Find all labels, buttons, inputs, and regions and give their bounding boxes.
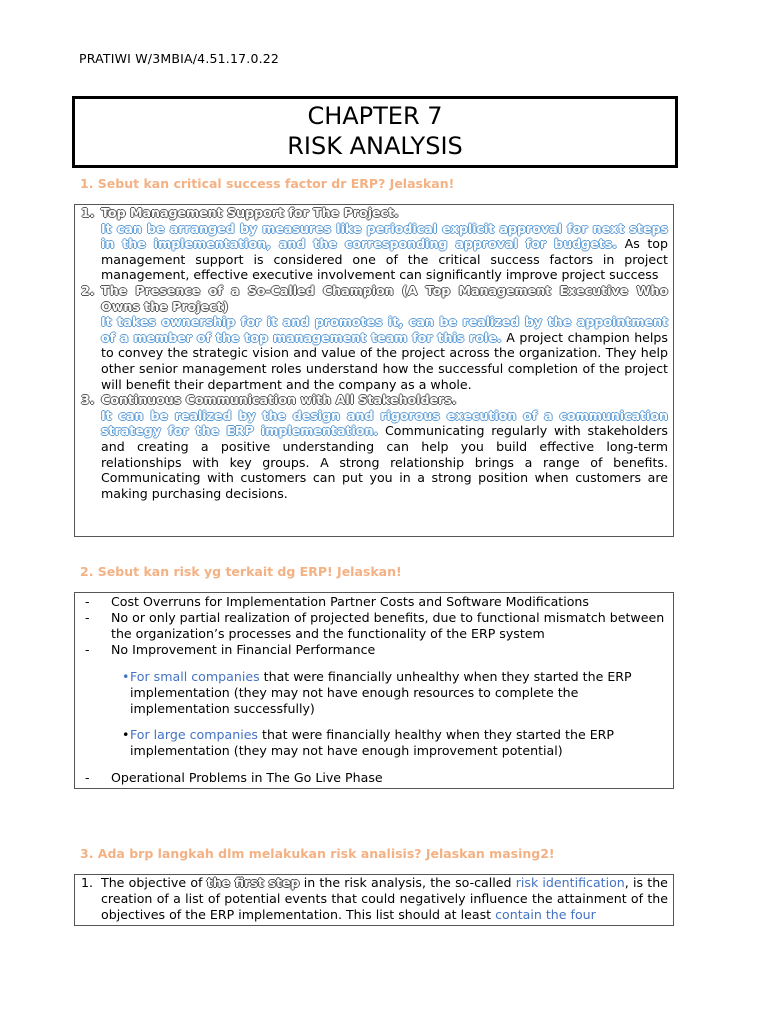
question-2: 2. Sebut kan risk yg terkait dg ERP! Jelaskan! [80, 564, 402, 579]
item-heading: The Presence of a So-Called Champion (A Top Management Executive Who Owns the Project) [101, 282, 668, 314]
risk-text: No or only partial realization of projected benefits, due to functional mismatch between the organization’s processes and the functionality of the ERP system [111, 610, 665, 641]
chapter-title-box [72, 96, 678, 168]
step-text-2: in the risk analysis, the so-called [303, 875, 512, 890]
chapter-number: CHAPTER 7 [307, 102, 443, 130]
risk-text: No Improvement in Financial Performance [111, 642, 376, 657]
answer-box-2 [74, 592, 674, 789]
dash-marker: - [85, 594, 90, 609]
chapter-title: RISK ANALYSIS [287, 132, 463, 160]
list-item [75, 283, 673, 392]
list-item [75, 205, 673, 283]
item-body: A project champion helps to convey the strategic vision and value of the project across the organization. They help other senior management roles understand how the successful completion of the project will benefit their department and the company as a whole. [101, 329, 668, 392]
dash-marker: - [85, 770, 90, 785]
answer-box-1 [74, 204, 674, 537]
dash-marker: - [85, 642, 90, 657]
risk-item [75, 594, 673, 610]
question-1: 1. Sebut kan critical success factor dr ERP? Jelaskan! [80, 176, 455, 191]
item-number: 2. [81, 282, 95, 298]
step-text-3: , is the creation of a list of potential events that could negatively influence the attainment of the objectives of the ERP implementation. This list should at least [101, 875, 668, 922]
step-emphasis: the first step [206, 875, 300, 890]
item-body: Communicating regularly with stakeholders and creating a positive understanding can help you build effective long-term relationships with key groups. A strong relationship brings a range of benefits. Communicating with customers can put you in a strong position when customers are making purchasing decisions. [101, 423, 668, 501]
item-heading: Continuous Communication with All Stakeholders. [101, 392, 457, 408]
dash-marker: - [85, 610, 90, 625]
author-line: PRATIWI W/3MBIA/4.51.17.0.22 [79, 51, 280, 66]
risk-text: Cost Overruns for Implementation Partner Costs and Software Modifications [111, 594, 589, 609]
step-term-2: contain the four [495, 907, 596, 922]
bullet-icon: • [122, 669, 130, 684]
item-highlight: It can be realized by the design and rigorous execution of a communication strategy for the ERP implementation. [101, 407, 668, 439]
risk-item [75, 642, 673, 658]
step-term: risk identification [515, 875, 625, 890]
bullet-body: that were financially healthy when they started the ERP implementation (they may not have enough improvement potential) [130, 727, 615, 758]
item-heading: Top Management Support for The Project. [101, 205, 399, 220]
bullet-body: that were financially unhealthy when they started the ERP implementation (they may not have enough resources to complete the implementation successfully) [130, 669, 632, 716]
bullet-highlight: For small companies [130, 669, 260, 684]
item-body: As top management support is considered one of the critical success factors in project management, effective executive involvement can significantly improve project success [101, 236, 668, 283]
bullet-icon: • [122, 727, 130, 742]
list-item [75, 392, 673, 501]
risk-item [75, 610, 673, 642]
sub-bullet [75, 727, 673, 759]
item-number: 1. [81, 875, 94, 890]
sub-bullet [75, 669, 673, 717]
step-text-1: The objective of [101, 875, 203, 890]
question-3: 3. Ada brp langkah dlm melakukan risk analisis? Jelaskan masing2! [80, 846, 555, 861]
risk-item [75, 770, 673, 786]
item-number: 1. [81, 205, 95, 220]
list-item [75, 875, 673, 923]
item-highlight: It can be arranged by measures like periodical explicit approval for next steps in the implementation, and the corresponding approval for budgets. [101, 220, 668, 252]
item-highlight: It takes ownership for it and promotes it, can be realized by the appointment of a member of the top management team for this role. [101, 314, 668, 345]
risk-text: Operational Problems in The Go Live Phase [111, 770, 383, 785]
item-number: 3. [81, 392, 95, 408]
answer-box-3 [74, 874, 674, 926]
bullet-highlight: For large companies [130, 727, 258, 742]
